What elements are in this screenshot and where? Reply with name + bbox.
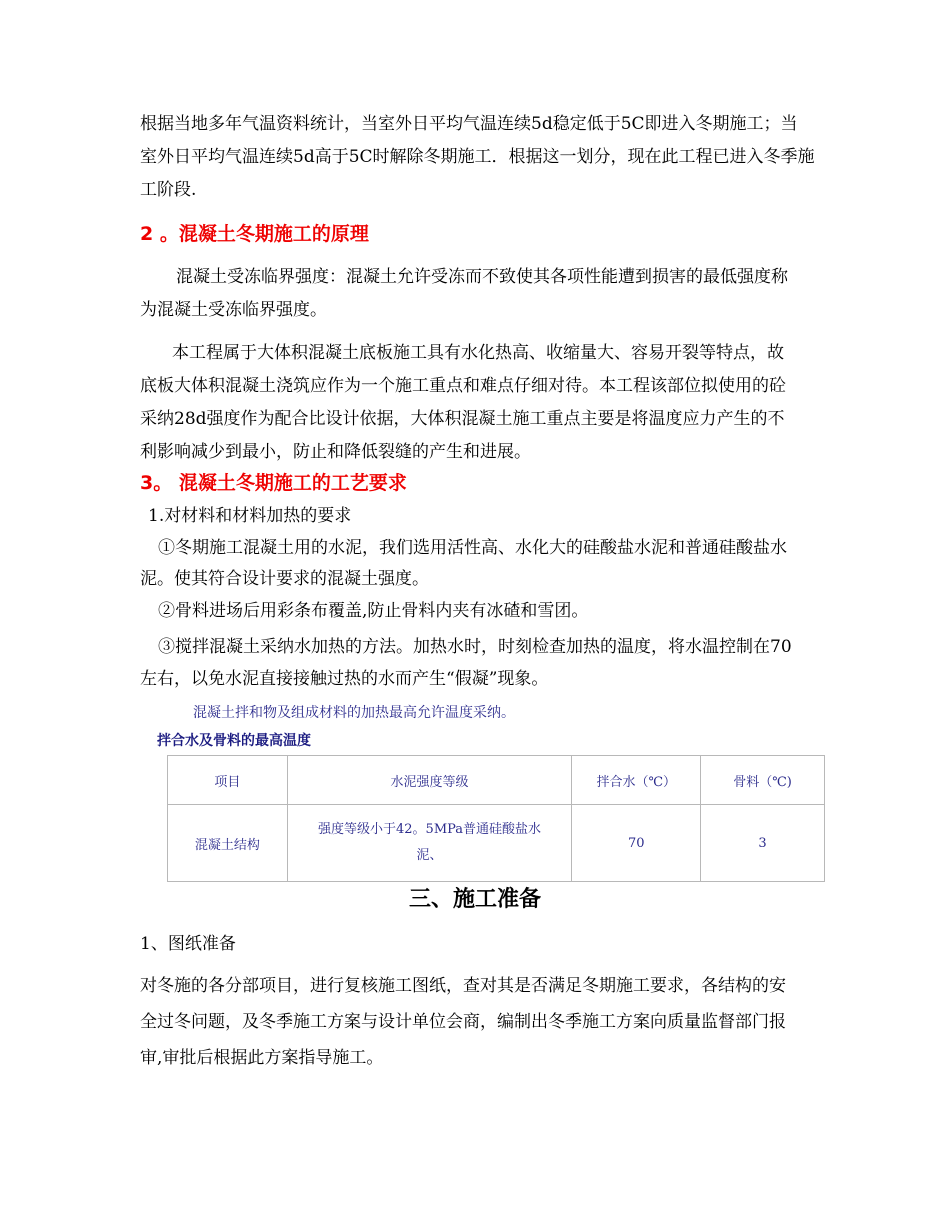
paragraph-line: 采纳28d强度作为配合比设计依据，大体积混凝土施工重点主要是将温度应力产生的不 [140,409,785,429]
table-header-row [168,756,825,805]
table-caption: 拌合水及骨料的最高温度 [157,733,311,749]
paragraph-line: 审,审批后根据此方案指导施工。 [140,1048,384,1068]
intro-paragraph [140,108,856,207]
item-line: ①冬期施工混凝土用的水泥，我们选用活性高、水化大的硅酸盐水泥和普通硅酸盐水 [158,538,787,558]
cell-mixing-water: 70 [572,805,701,882]
table-row [168,805,825,882]
section-3-subheading: 1.对材料和材料加热的要求 [148,506,352,526]
column-header-aggregate: 骨料（℃) [701,756,825,805]
paragraph-line: 本工程属于大体积混凝土底板施工具有水化热高、收缩量大、容易开裂等特点，故 [172,343,784,363]
section-2-heading: 2 。混凝土冬期施工的原理 [140,223,369,245]
chapter-title: 三、施工准备 [408,887,541,912]
requirement-item-3 [140,631,856,695]
drawing-prep-paragraph [140,968,856,1076]
section-2-paragraph-1 [140,261,856,327]
intro-line: 根据当地多年气温资料统计，当室外日平均气温连续5d稳定低于5C即进入冬期施工；当 [140,114,798,134]
section-3-heading: 3。 混凝土冬期施工的工艺要求 [140,472,407,494]
column-header-mixing-water: 拌合水（℃） [572,756,701,805]
item-line: 泥。使其符合设计要求的混凝土强度。 [140,569,429,589]
item-line: ③搅拌混凝土采纳水加热的方法。加热水时，时刻检查加热的温度，将水温控制在70 [158,637,792,657]
heating-note: 混凝土拌和物及组成材料的加热最高允许温度采纳。 [193,705,515,721]
chapter-subheading: 1、图纸准备 [140,934,236,954]
max-temperature-table [167,755,825,882]
requirement-item-2: ②骨料进场后用彩条布覆盖,防止骨料内夹有冰碴和雪团。 [158,601,589,621]
paragraph-line: 底板大体积混凝土浇筑应作为一个施工重点和难点仔细对待。本工程该部位拟使用的砼 [140,376,786,396]
intro-line: 室外日平均气温连续5d高于5C时解除冬期施工．根据这一划分，现在此工程已进入冬季施 [140,147,815,167]
cell-item: 混凝土结构 [168,805,288,882]
requirement-item-1 [140,533,856,595]
item-line: 左右，以免水泥直接接触过热的水而产生“假凝”现象。 [140,669,549,689]
section-2-paragraph-2 [140,337,856,469]
paragraph-line: 利影响减少到最小，防止和降低裂缝的产生和进展。 [140,442,531,462]
column-header-cement-grade: 水泥强度等级 [287,756,572,805]
column-header-item: 项目 [168,756,288,805]
paragraph-line: 全过冬问题，及冬季施工方案与设计单位会商，编制出冬季施工方案向质量监督部门报 [140,1012,786,1032]
cell-aggregate: 3 [701,805,825,882]
cell-line: 强度等级小于42。5MPa普通硅酸盐水 [318,822,542,837]
paragraph-line: 对冬施的各分部项目，进行复核施工图纸，查对其是否满足冬期施工要求，各结构的安 [140,976,786,996]
cell-line: 泥、 [416,848,443,863]
paragraph-line: 混凝土受冻临界强度：混凝土允许受冻而不致使其各项性能遭到损害的最低强度称 [176,267,788,287]
cell-cement-grade [287,805,572,882]
intro-line: 工阶段. [140,180,197,200]
paragraph-line: 为混凝土受冻临界强度。 [140,300,327,320]
